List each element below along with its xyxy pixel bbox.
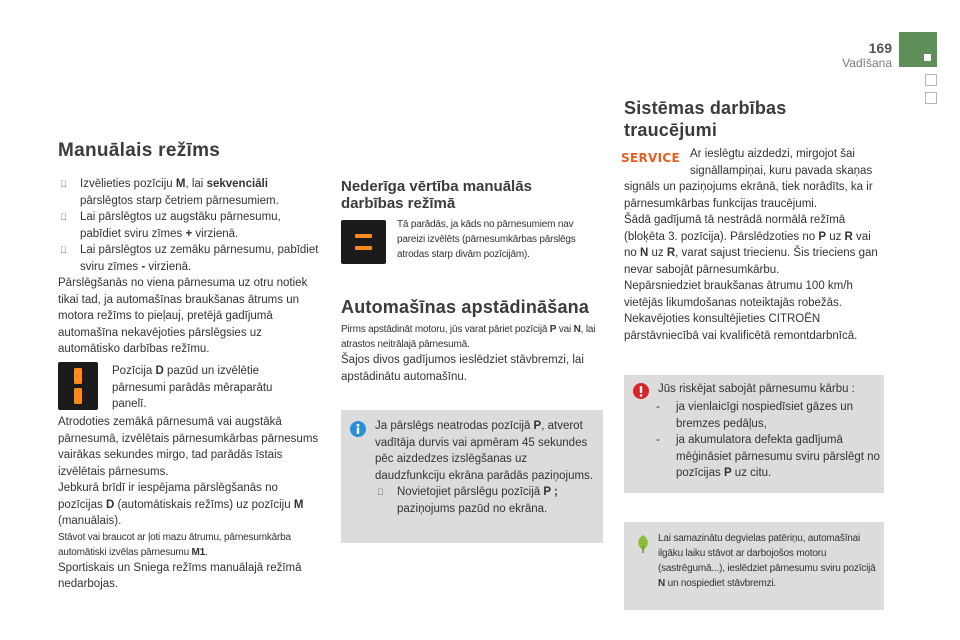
stopping-text: Pirms apstādināt motoru, jūs varat pāriet pozīcijā P vai N, lai atrastos neitrālajā pārnesumā. xyxy=(341,324,596,350)
manual-para-4: Sportiskais un Sniega režīms manuālajā režīmā nedarbojas. xyxy=(58,561,302,590)
gear-display-caption: Pozīcija D pazūd un izvēlētie pārnesumi parādās mēraparātu panelī. xyxy=(112,365,273,410)
page-number: 169 xyxy=(868,40,892,56)
info-icon xyxy=(350,421,366,437)
manual-bullets xyxy=(58,176,320,358)
manual-bullet-1: Izvēlieties pozīciju M, lai sekvenciāli pārslēgtos starp četriem pārnesumiem. xyxy=(58,176,320,209)
manual-para-2: Atrodoties zemākā pārnesumā vai augstākā pārnesumā, izvēlētais pārnesumkārbas pārnesums vairākas sekundes mirgo, tad parādās īstais izvēlētais pārnesums. xyxy=(58,416,319,478)
manual-bullet-3: Lai pārslēgtos uz zemāku pārnesumu, pabīdiet sviru zīmes - virzienā. xyxy=(58,242,320,275)
check-bullet-icon xyxy=(377,484,384,501)
warning-item-2: - ja akumulatora defekta gadījumā mēģināsiet pārnesumu sviru pārslēgt no pozīcijas P uz citu. xyxy=(656,434,880,479)
warning-note-text xyxy=(658,381,880,398)
faults-text xyxy=(624,179,886,344)
faults-intro: Ar ieslēgtu aizdedzi, mirgojot šai signāllampiņai, kuru pavada skaņas xyxy=(690,148,873,177)
faults-para-3: Nepārsniedziet braukšanas ātrumu 100 km/h vietējās likumdošanas noteiktajās robežās. xyxy=(624,280,853,309)
warning-title: Jūs riskējat sabojāt pārnesumu kārbu : xyxy=(658,383,855,395)
warning-icon xyxy=(633,383,649,399)
manual-para-3: Jebkurā brīdī ir iespējama pārslēgšanās no pozīcijas D (automātiskais režīms) uz pozīciju M (manuālais). xyxy=(58,482,304,527)
info-note-text: Ja pārslēgs neatrodas pozīcijā P, atverot vadītāja durvis vai apmēram 45 sekundes pēc aizdedzes izslēgšanas uz daudzfunkciju ekrāna parādās paziņojums. Novietojiet pārslēgu pozīcijā P ; paziņojums pazūd no ekrāna. xyxy=(375,418,597,517)
invalid-value-title: Nederīga vērtība manuālās darbības režīmā xyxy=(341,178,532,212)
manual-bullet-2: Lai pārslēgtos uz augstāku pārnesumu, pabīdiet sviru zīmes + virzienā. xyxy=(58,209,320,242)
check-bullet-icon xyxy=(60,176,67,193)
section-name: Vadīšana xyxy=(842,56,892,70)
chapter-tab xyxy=(899,32,937,67)
tab-outline-2 xyxy=(925,92,937,104)
manual-lower-text xyxy=(58,414,320,593)
eco-note-text: Lai samazinātu degvielas patēriņu, automašīnai ilgāku laiku stāvot ar darbojošos motoru (sastrēgumā...), ieslēdziet pārnesumu sviru pozīcijā N un nospiediet stāvbremzi. xyxy=(658,533,876,589)
eco-note-box xyxy=(624,522,884,610)
eco-icon xyxy=(634,534,652,554)
info-note-box xyxy=(341,410,603,543)
tab-outline-1 xyxy=(925,74,937,86)
stopping-title: Automašīnas apstādināšana xyxy=(341,297,590,317)
service-warning-icon: SERVICE xyxy=(621,151,680,165)
stopping-para-2: Šajos divos gadījumos ieslēdziet stāvbremzi, lai apstādinātu automašīnu. xyxy=(341,354,584,383)
faults-para-4: Nekavējoties konsultējieties CITROËN pārstāvniecībā vai kvalificētā remontdarbnīcā. xyxy=(624,313,858,342)
faults-para-2: Šādā gadījumā tā nestrādā normālā režīmā (bloķēta 3. pozīcija). Pārslēdzoties no P uz R vai no N uz R, varat sajust triecienu. Šis trieciens gan nevar sabojāt pārnesumkārbu. xyxy=(624,214,878,276)
check-bullet-icon xyxy=(60,209,67,226)
invalid-value-text: Tā parādās, ja kāds no pārnesumiem nav pareizi izvēlēts (pārnesumkārbas pārslēgs atrodas starp divām pozīcijām). xyxy=(397,219,576,260)
manual-mode-title: Manuālais režīms xyxy=(58,140,221,161)
gear-display-icon xyxy=(58,362,98,410)
warning-item-1: - ja vienlaicīgi nospiedīsiet gāzes un bremzes pedāļus, xyxy=(656,401,854,430)
warning-note-box xyxy=(624,375,884,493)
check-bullet-icon xyxy=(60,242,67,259)
invalid-gear-icon xyxy=(341,220,386,264)
faults-para-1: signāls un paziņojums ekrānā, tiek norādīts, ka ir pārnesumkārbas funkcijas traucējumi. xyxy=(624,181,873,210)
info-note-bullet: Novietojiet pārslēgu pozīcijā P ; paziņojums pazūd no ekrāna. xyxy=(375,484,597,517)
warning-list xyxy=(642,399,880,482)
manual-para-1: Pārslēgšanās no viena pārnesuma uz otru notiek tikai tad, ja automašīnas braukšanas ātrums un motora režīms to pieļauj, pretējā gadījumā automašīna nekavējoties pārslēgsies uz automātisko darbības režīmu. xyxy=(58,277,308,355)
faults-title: Sistēmas darbības traucējumi xyxy=(624,98,787,140)
manual-small-note: Stāvot vai braucot ar ļoti mazu ātrumu, pārnesumkārba automātiski izvēlas pārnesumu M1. xyxy=(58,531,291,558)
